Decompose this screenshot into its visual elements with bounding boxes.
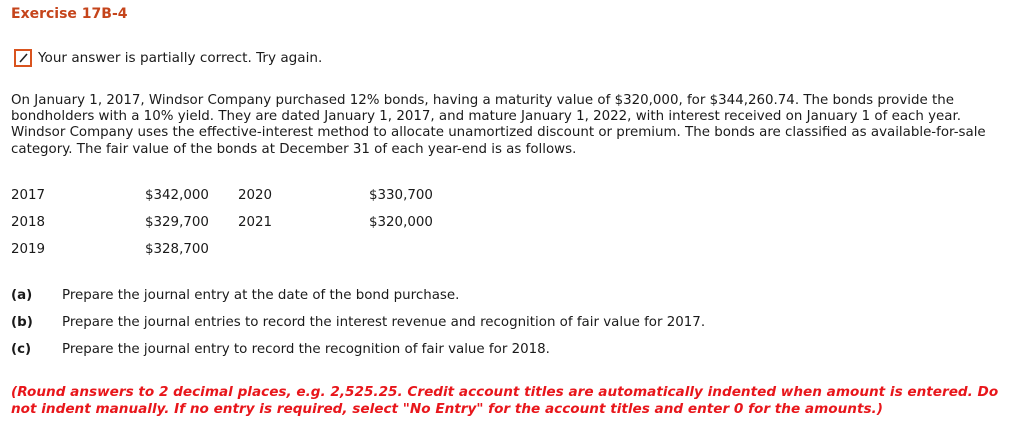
exercise-title: Exercise 17B-4 (11, 6, 128, 22)
problem-statement: On January 1, 2017, Windsor Company purchased 12% bonds, having a maturity value of $320,000, for $344,260.74. The bonds provide the bondholders with a 10% yield. They are dated January 1, 2017, and mature January 1, 2022, with interest received on January 1 of each year. Windsor Company uses the effective-interest method to allocate unamortized discount or premium. The bonds are classified as available-for-sale category. The fair value of the bonds at December 31 of each year-end is as follows. (11, 93, 986, 157)
instruction-label: (c) (11, 342, 32, 357)
fv-year: 2019 (11, 242, 46, 257)
instruction-text: Prepare the journal entry at the date of the bond purchase. (62, 288, 460, 303)
fv-year: 2018 (11, 215, 46, 230)
pencil-icon (14, 49, 32, 67)
fv-year: 2020 (238, 188, 273, 203)
answer-status (14, 49, 322, 67)
fv-year: 2017 (11, 188, 46, 203)
instruction-label: (a) (11, 288, 33, 303)
fv-year: 2021 (238, 215, 273, 230)
fv-value: $328,700 (145, 242, 209, 257)
fv-value: $330,700 (369, 188, 433, 203)
fv-value: $329,700 (145, 215, 209, 230)
fv-value: $342,000 (145, 188, 209, 203)
instruction-label: (b) (11, 315, 33, 330)
fv-value: $320,000 (369, 215, 433, 230)
instruction-text: Prepare the journal entries to record the interest revenue and recognition of fair value for 2017. (62, 315, 706, 330)
answer-status-text: Your answer is partially correct. Try again. (38, 50, 323, 66)
instruction-text: Prepare the journal entry to record the recognition of fair value for 2018. (62, 342, 550, 357)
rounding-note: (Round answers to 2 decimal places, e.g. 2,525.25. Credit account titles are automatically indented when amount is entered. Do not indent manually. If no entry is required, select "No Entry" for the account titles and enter 0 for the amounts.) (11, 384, 999, 417)
